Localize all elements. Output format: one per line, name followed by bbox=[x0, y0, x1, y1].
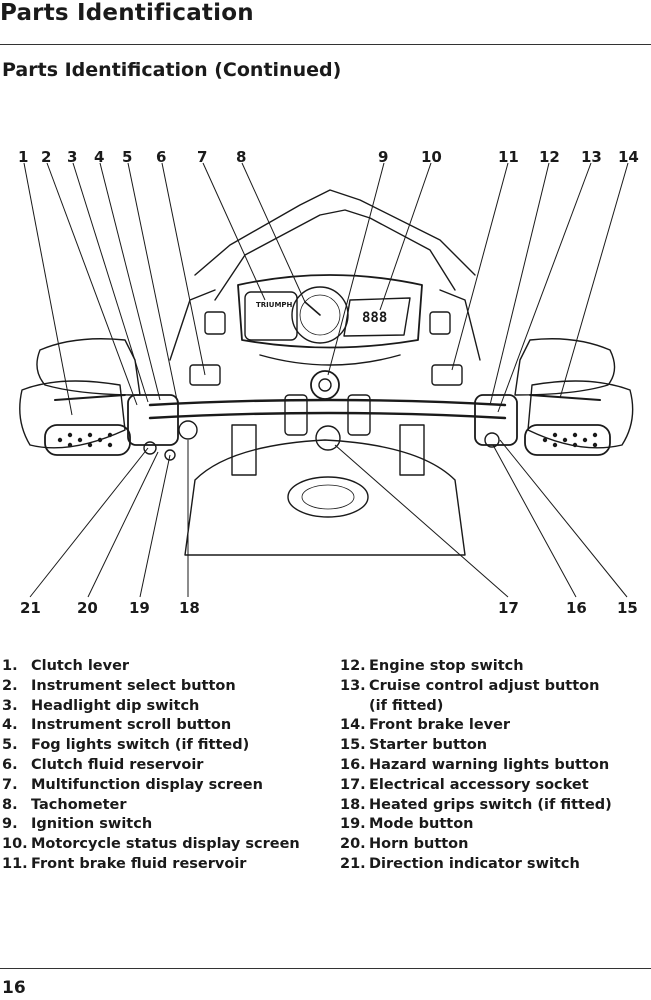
item-number: 14. bbox=[340, 717, 366, 734]
page-header-title: Parts Identification bbox=[0, 0, 254, 26]
section-title: Parts Identification (Continued) bbox=[2, 59, 342, 81]
item-label: Electrical accessory socket bbox=[369, 776, 589, 793]
leader-lines bbox=[24, 163, 628, 597]
item-number: 15. bbox=[340, 737, 366, 754]
heated-grips-switch-shape bbox=[179, 421, 197, 439]
item-label: Starter button bbox=[369, 737, 488, 754]
item-label: Cruise control adjust button (if fitted) bbox=[369, 677, 600, 714]
callouts-bottom bbox=[20, 599, 638, 617]
item-number: 2. bbox=[2, 677, 18, 694]
callout-3: 3 bbox=[67, 148, 78, 166]
ignition-switch-shape bbox=[311, 371, 339, 399]
fuel-tank-outline bbox=[185, 440, 465, 555]
item-number: 4. bbox=[2, 717, 18, 734]
list-item bbox=[2, 855, 300, 875]
tachometer-needle bbox=[305, 302, 320, 315]
item-label: Tachometer bbox=[31, 796, 127, 813]
item-label: Heated grips switch (if fitted) bbox=[369, 796, 612, 813]
callout-1: 1 bbox=[18, 148, 29, 166]
header-divider bbox=[0, 44, 651, 45]
item-label: Instrument scroll button bbox=[31, 717, 232, 734]
callout-11: 11 bbox=[498, 148, 519, 166]
list-item bbox=[2, 677, 300, 697]
item-label: Motorcycle status display screen bbox=[31, 836, 300, 853]
mirror-mount-right bbox=[430, 312, 450, 334]
list-item bbox=[340, 716, 612, 736]
callout-2: 2 bbox=[41, 148, 52, 166]
parts-list-right bbox=[340, 657, 612, 875]
callout-5: 5 bbox=[122, 148, 133, 166]
item-number: 8. bbox=[2, 796, 18, 813]
switch-cube-right bbox=[475, 395, 517, 445]
callout-18: 18 bbox=[179, 599, 200, 617]
item-number: 9. bbox=[2, 816, 18, 833]
list-item bbox=[340, 657, 612, 677]
list-item bbox=[340, 855, 612, 875]
callout-12: 12 bbox=[539, 148, 560, 166]
instrument-cluster-housing bbox=[238, 275, 422, 348]
item-label: Clutch fluid reservoir bbox=[31, 756, 204, 773]
item-number: 17. bbox=[340, 776, 366, 793]
brake-reservoir bbox=[432, 365, 462, 385]
item-label: Ignition switch bbox=[31, 816, 153, 833]
parts-list-left bbox=[2, 657, 300, 875]
item-label: Headlight dip switch bbox=[31, 697, 200, 714]
list-item bbox=[2, 796, 300, 816]
item-number: 1. bbox=[2, 658, 18, 674]
item-label: Horn button bbox=[369, 836, 469, 853]
list-item bbox=[340, 756, 612, 776]
list-item bbox=[2, 657, 300, 677]
fork-right bbox=[400, 425, 424, 475]
callout-8: 8 bbox=[236, 148, 247, 166]
callout-15: 15 bbox=[617, 599, 638, 617]
list-item bbox=[2, 697, 300, 717]
callout-13: 13 bbox=[581, 148, 602, 166]
callouts-top bbox=[18, 148, 639, 166]
fairing-left bbox=[170, 290, 215, 360]
item-label: Hazard warning lights button bbox=[369, 756, 610, 773]
handlebar-tube bbox=[150, 400, 505, 405]
list-item bbox=[340, 796, 612, 816]
switch-cube-left bbox=[128, 395, 178, 445]
display-digits: 888 bbox=[362, 310, 388, 326]
handguard-right bbox=[515, 339, 615, 395]
item-number: 19. bbox=[340, 816, 366, 833]
item-number: 13. bbox=[340, 677, 366, 694]
nose-outline bbox=[260, 355, 400, 365]
handlebar-drawing bbox=[0, 140, 651, 620]
item-label: Front brake fluid reservoir bbox=[31, 855, 247, 872]
item-number: 21. bbox=[340, 855, 366, 872]
item-number: 16. bbox=[340, 756, 366, 773]
mirror-mount-left bbox=[205, 312, 225, 334]
ignition-key-slot bbox=[319, 379, 331, 391]
list-item bbox=[2, 776, 300, 796]
item-number: 11. bbox=[2, 855, 28, 872]
fuel-cap-inner bbox=[302, 485, 354, 509]
callout-4: 4 bbox=[94, 148, 105, 166]
list-item bbox=[2, 756, 300, 776]
windscreen-inner bbox=[215, 210, 455, 300]
fairing-right bbox=[440, 290, 480, 360]
grip-left bbox=[45, 425, 130, 455]
grip-right bbox=[525, 425, 610, 455]
callout-17: 17 bbox=[498, 599, 519, 617]
brake-lever-shape bbox=[530, 395, 600, 400]
fuel-cap bbox=[288, 477, 368, 517]
callout-16: 16 bbox=[566, 599, 587, 617]
callout-14: 14 bbox=[618, 148, 639, 166]
item-label: Engine stop switch bbox=[369, 658, 524, 674]
item-label: Mode button bbox=[369, 816, 474, 833]
list-item bbox=[2, 815, 300, 835]
clutch-lever-shape bbox=[55, 395, 125, 400]
page-number: 16 bbox=[2, 978, 26, 998]
callout-9: 9 bbox=[378, 148, 389, 166]
list-item bbox=[2, 835, 300, 855]
item-number: 18. bbox=[340, 796, 366, 813]
handlebar-tube-lower bbox=[150, 413, 505, 418]
logo-text: TRIUMPH bbox=[256, 301, 293, 309]
item-number: 6. bbox=[2, 756, 18, 773]
callout-19: 19 bbox=[129, 599, 150, 617]
callout-10: 10 bbox=[421, 148, 442, 166]
multifunction-display bbox=[245, 292, 297, 340]
item-number: 10. bbox=[2, 836, 28, 853]
callout-21: 21 bbox=[20, 599, 41, 617]
item-label: Fog lights switch (if fitted) bbox=[31, 737, 250, 754]
handlebar-illustration bbox=[0, 140, 651, 620]
item-number: 5. bbox=[2, 737, 18, 754]
item-label: Instrument select button bbox=[31, 677, 236, 694]
callout-6: 6 bbox=[156, 148, 167, 166]
list-item bbox=[340, 835, 612, 855]
list-item bbox=[2, 716, 300, 736]
list-item bbox=[340, 736, 612, 756]
callout-20: 20 bbox=[77, 599, 98, 617]
item-number: 3. bbox=[2, 697, 18, 714]
item-number: 12. bbox=[340, 658, 366, 674]
item-label: Clutch lever bbox=[31, 658, 130, 674]
item-label: Direction indicator switch bbox=[369, 855, 580, 872]
footer-divider bbox=[0, 968, 651, 969]
item-number: 20. bbox=[340, 836, 366, 853]
item-number: 7. bbox=[2, 776, 18, 793]
list-item bbox=[2, 736, 300, 756]
list-item bbox=[340, 677, 612, 717]
horn-button-shape bbox=[144, 442, 156, 454]
item-label: Multifunction display screen bbox=[31, 776, 263, 793]
callout-7: 7 bbox=[197, 148, 208, 166]
windscreen-outline bbox=[195, 190, 475, 275]
list-item bbox=[340, 776, 612, 796]
list-item bbox=[340, 815, 612, 835]
handguard-left bbox=[37, 339, 140, 395]
item-label: Front brake lever bbox=[369, 717, 511, 734]
